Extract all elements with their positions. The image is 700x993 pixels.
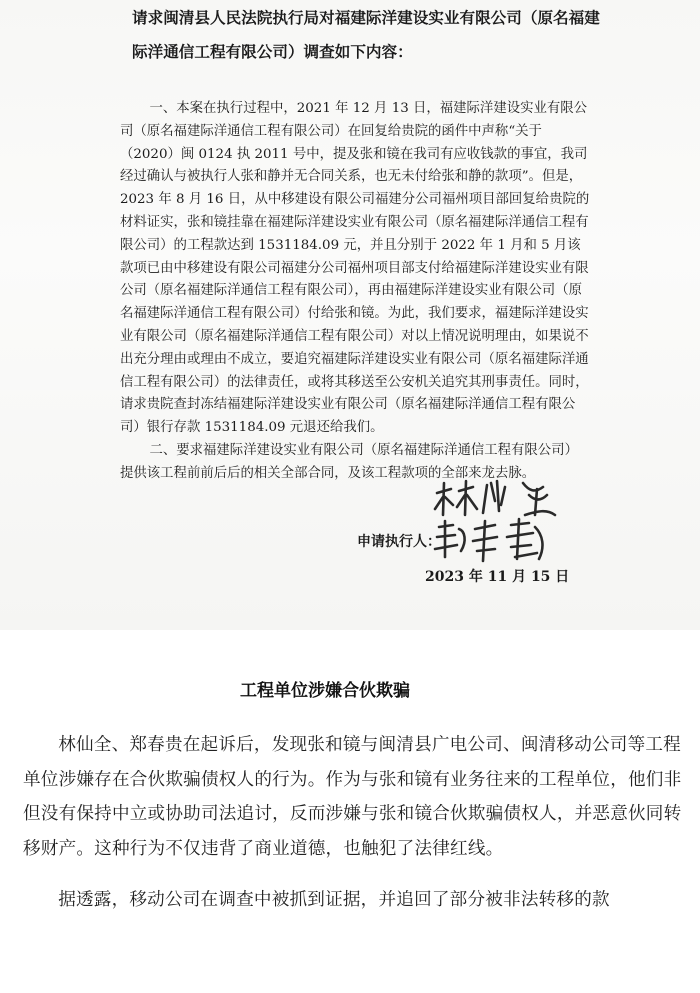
article-body	[23, 728, 695, 935]
document-paragraph-2: 二、要求福建际洋建设实业有限公司（原名福建际洋通信工程有限公司）提供该工程前前后后的相关全部合同，及该工程款项的全部来龙去脉。	[120, 442, 578, 481]
article-paragraph-2: 据透露，移动公司在调查中被抓到证据，并追回了部分被非法转移的款	[58, 890, 610, 910]
signature-label: 申请执行人：	[357, 534, 441, 550]
handwritten-signature	[425, 475, 585, 570]
article-paragraph-1: 林仙全、郑春贵在起诉后，发现张和镜与闽清县广电公司、闽清移动公司等工程单位涉嫌存在合伙欺骗债权人的行为。作为与张和镜有业务往来的工程单位，他们非但没有保持中立或协助司法追讨，反而涉嫌与张和镜合伙欺骗债权人，并恶意伙同转移财产。这种行为不仅违背了商业道德，也触犯了法律红线。	[23, 735, 682, 859]
document-paragraph-1: 一、本案在执行过程中，2021 年 12 月 13 日，福建际洋建设实业有限公司（原名福建际洋通信工程有限公司）在回复给贵院的函件中声称“关于（2020）闽 0124 执 2011 号中，提及张和镜在我司有应收钱款的事宜，我司经过确认与被执行人张和静并无合同关系，也无未付给张和静的款项”。但是，2023 年 8 月 16 日，从中移建设有限公司福建分公司福州项目部回复给贵院的材料证实，张和镜挂靠在福建际洋建设实业有限公司（原名福建际洋通信工程有限公司）的工程款达到 1531184.09 元，并且分别于 2022 年 1 月和 5 月该款项已由中移建设有限公司福建分公司福州项目部支付给福建际洋建设实业有限公司（原名福建际洋通信工程有限公司），再由福建际洋建设实业有限公司（原名福建际洋通信工程有限公司）付给张和镜。为此，我们要求，福建际洋建设实业有限公司（原名福建际洋通信工程有限公司）对以上情况说明理由，如果说不出充分理由或理由不成立，要追究福建际洋建设实业有限公司（原名福建际洋通信工程有限公司）的法律责任，或将其移送至公安机关追究其刑事责任。同时，请求贵院查封冻结福建际洋建设实业有限公司（原名福建际洋通信工程有限公司）银行存款 1531184.09 元退还给我们。	[120, 101, 590, 436]
document-header-line2: 际洋通信工程有限公司）调查如下内容：	[132, 42, 413, 61]
article-headline: 工程单位涉嫌合伙欺骗	[240, 681, 410, 701]
document-header-line1: 请求闽清县人民法院执行局对福建际洋建设实业有限公司（原名福建	[132, 8, 600, 27]
signature-date: 2023 年 11 月 15 日	[425, 569, 570, 585]
document-body	[120, 98, 590, 486]
